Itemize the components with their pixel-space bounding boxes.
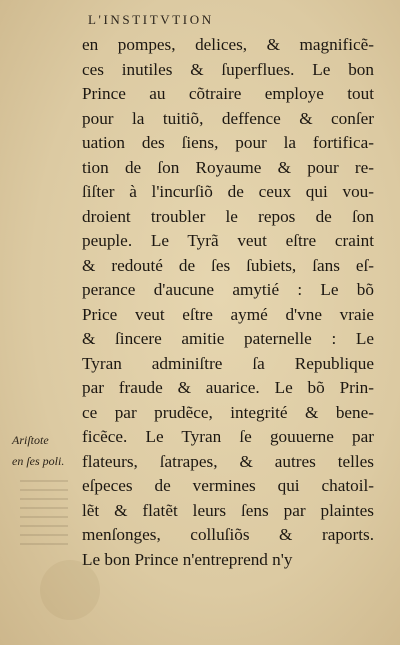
text-line: peuple. Le Tyrã veut eſtre craint [82, 231, 374, 250]
text-line: par fraude & auarice. Le bõ Prin- [82, 378, 374, 397]
text-line: Tyran adminiſtre ſa Republique [82, 353, 374, 373]
text-line: pour la tuitiõ, deffence & conſer [82, 108, 374, 128]
text-line: ſiſter à l'incurſiõ de ceux qui vou- [82, 182, 374, 201]
text-line: menſonges, colluſiõs & raports. [82, 525, 374, 544]
text-line: ficẽce. Le Tyran ſe gouuerne par [82, 427, 374, 446]
running-head: L'INSTITVTION [88, 12, 214, 27]
text-line: flateurs, ſatrapes, & autres telles [82, 451, 374, 471]
text-line: lẽt & flatẽt leurs ſens par plaintes [82, 500, 374, 520]
text-line: Prince au cõtraire employe tout [82, 84, 374, 103]
text-line: droient troubler le repos de ſon [82, 206, 374, 226]
text-line: tion de ſon Royaume & pour re- [82, 157, 374, 177]
text-line: uation des ſiens, pour la fortifica- [82, 133, 374, 152]
margin-notes [12, 430, 80, 472]
ink-bleed-through [20, 480, 68, 550]
text-line: perance d'aucune amytié : Le bõ [82, 280, 374, 299]
text-line: ce par prudẽce, integrité & bene- [82, 402, 374, 422]
text-line: & ſincere amitie paternelle : Le [82, 329, 374, 348]
paper-stain [40, 560, 100, 620]
margin-note: Ariſtote [12, 433, 49, 447]
margin-note: en ſes poli. [12, 454, 65, 468]
text-line: Le bon Prince n'entreprend n'y [82, 549, 293, 569]
text-line: en pompes, delices, & magnificẽ- [82, 35, 374, 54]
text-line: eſpeces de vermines qui chatoil- [82, 476, 374, 495]
text-line: & redouté de ſes ſubiets, ſans eſ- [82, 255, 374, 275]
text-line: Price veut eſtre aymé d'vne vraie [82, 304, 374, 324]
body-text [82, 33, 374, 572]
text-line: ces inutiles & ſuperflues. Le bon [82, 59, 374, 79]
